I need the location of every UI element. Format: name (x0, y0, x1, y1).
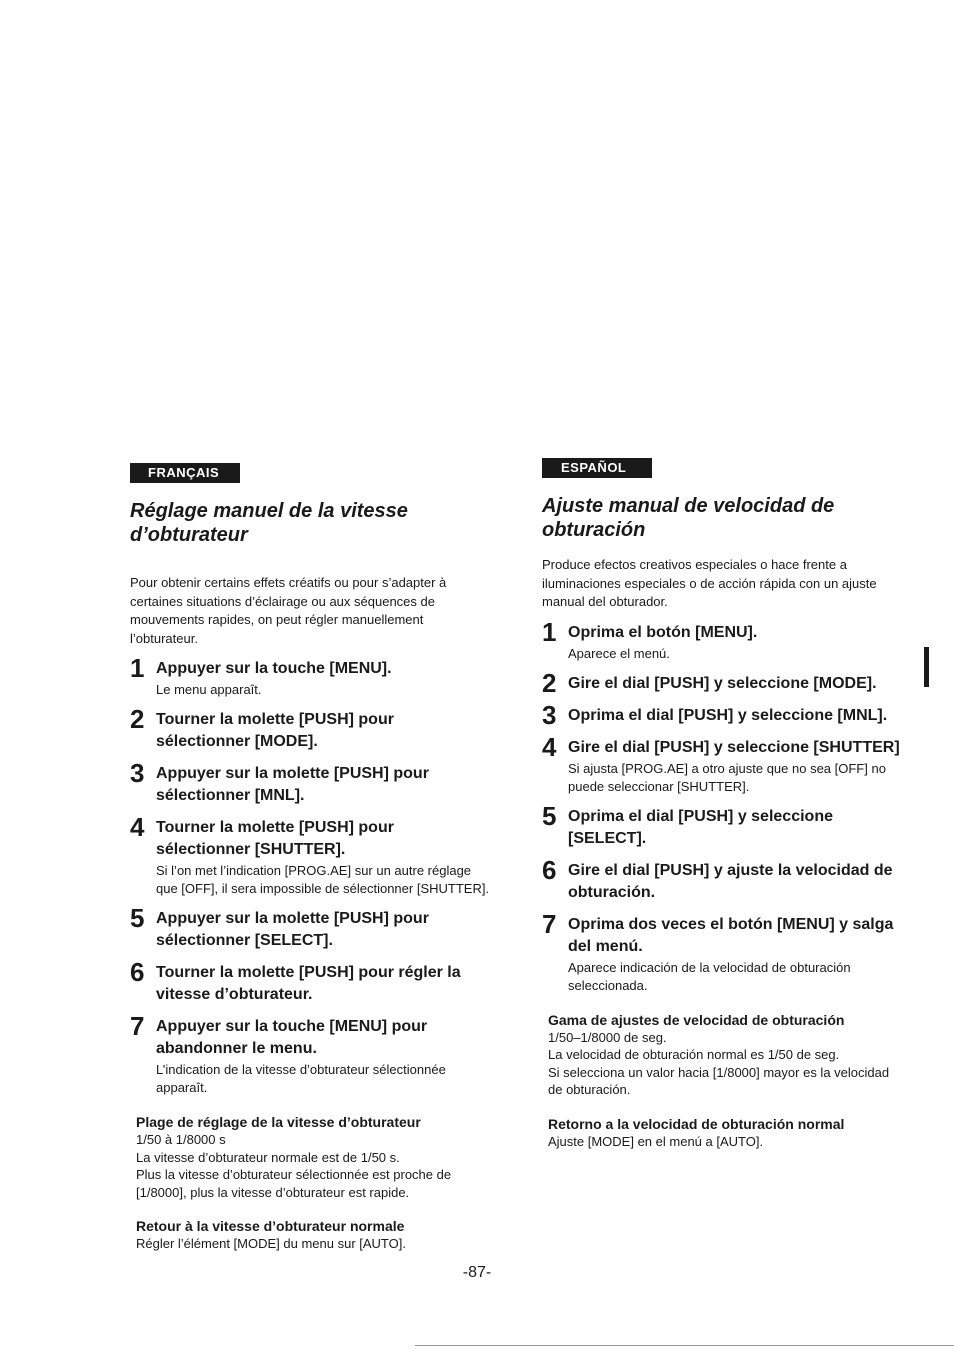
step-number: 4 (542, 731, 557, 762)
step-instruction: Gire el dial [PUSH] y ajuste la velocidad de obturación. (568, 861, 893, 901)
step-instruction: Tourner la molette [PUSH] pour sélectionner [MODE]. (156, 711, 394, 750)
step-note: Si l’on met l’indication [PROG.AE] sur un autre réglage que [OFF], il sera impossible de sélectionner [SHUTTER]. (156, 863, 490, 896)
step-instruction: Tourner la molette [PUSH] pour régler la vitesse d’obturateur. (156, 964, 461, 1003)
step-instruction: Appuyer sur la touche [MENU] pour abandonner le menu. (156, 1018, 428, 1057)
step-instruction: Oprima el dial [PUSH] y seleccione [SELECT]. (568, 807, 833, 847)
step-number: 6 (542, 854, 557, 885)
step-instruction: Oprima dos veces el botón [MENU] y salga del menú. (568, 915, 894, 955)
step-note: Aparece el menú. (568, 645, 670, 661)
language-badge-spanish: ESPAÑOL (542, 458, 652, 478)
step-1 (542, 616, 907, 663)
step-7 (130, 1011, 490, 1097)
step-note: L’indication de la vitesse d’obturateur sélectionnée apparaît. (156, 1062, 446, 1095)
range-line: Plus la vitesse d’obturateur sélectionnée est proche de [1/8000], plus la vitesse d’obturateur est rapide. (136, 1167, 452, 1200)
step-1 (130, 653, 490, 699)
french-column (130, 463, 490, 1253)
step-note: Le menu apparaît. (156, 682, 262, 697)
step-instruction: Oprima el botón [MENU]. (568, 623, 758, 641)
range-line: La velocidad de obturación normal es 1/50 de seg. (548, 1047, 840, 1062)
range-line: 1/50 à 1/8000 s (136, 1132, 226, 1147)
return-text: Ajuste [MODE] en el menú a [AUTO]. (548, 1133, 764, 1149)
page-number: -87- (462, 1264, 492, 1281)
range-section-spanish (542, 1011, 907, 1151)
step-number: 3 (542, 699, 557, 730)
intro-paragraph-spanish: Produce efectos creativos especiales o hace frente a iluminaciones especiales o de acción rápida con un ajuste manual del obturador. (542, 557, 877, 609)
return-heading: Retour à la vitesse d’obturateur normale (136, 1218, 405, 1234)
step-4 (542, 731, 907, 796)
step-instruction: Appuyer sur la touche [MENU]. (156, 660, 392, 677)
step-6 (542, 854, 907, 904)
step-5 (130, 903, 490, 952)
step-7 (542, 908, 907, 995)
step-note: Aparece indicación de la velocidad de obturación seleccionada. (568, 959, 851, 993)
step-2 (542, 667, 907, 698)
section-title-french: Réglage manuel de la vitesse d’obturateur (130, 500, 408, 546)
step-3 (130, 758, 490, 807)
range-line: Si selecciona un valor hacia [1/8000] mayor es la velocidad de obturación. (548, 1064, 890, 1097)
step-instruction: Tourner la molette [PUSH] pour sélectionner [SHUTTER]. (156, 819, 394, 858)
step-number: 7 (542, 908, 557, 939)
language-badge-french: FRANÇAIS (130, 463, 240, 483)
step-4 (130, 812, 490, 898)
step-number: 1 (542, 616, 557, 647)
return-text: Régler l’élément [MODE] du menu sur [AUTO]. (136, 1236, 406, 1251)
step-3 (542, 699, 907, 730)
range-section-french (130, 1113, 490, 1253)
step-number: 6 (130, 957, 145, 987)
step-number: 5 (542, 800, 557, 831)
range-heading: Gama de ajustes de velocidad de obturación (548, 1011, 845, 1028)
step-instruction: Appuyer sur la molette [PUSH] pour sélectionner [MNL]. (156, 765, 429, 804)
range-heading: Plage de réglage de la vitesse d’obturateur (136, 1114, 421, 1130)
range-line: 1/50–1/8000 de seg. (548, 1029, 667, 1045)
range-line: La vitesse d’obturateur normale est de 1/50 s. (136, 1149, 400, 1165)
step-number: 1 (130, 653, 145, 683)
step-number: 7 (130, 1011, 145, 1041)
step-2 (130, 704, 490, 753)
step-instruction: Oprima el dial [PUSH] y seleccione [MNL]. (568, 706, 888, 724)
bottom-rule (415, 1345, 954, 1346)
step-number: 2 (130, 704, 145, 734)
step-6 (130, 957, 490, 1006)
step-instruction: Gire el dial [PUSH] y seleccione [SHUTTER] (568, 738, 900, 756)
section-title-spanish: Ajuste manual de velocidad de obturación (542, 495, 835, 541)
step-instruction: Appuyer sur la molette [PUSH] pour sélectionner [SELECT]. (156, 910, 429, 949)
step-number: 2 (542, 667, 557, 698)
page-edge-marker (924, 647, 929, 687)
step-number: 3 (130, 758, 145, 788)
intro-paragraph-french: Pour obtenir certains effets créatifs ou pour s’adapter à certaines situations d’éclairage ou aux séquences de mouvements rapides, on peut régler manuellement l’obturateur. (130, 575, 447, 646)
spanish-column (542, 458, 907, 1150)
step-number: 4 (130, 812, 145, 842)
return-heading: Retorno a la velocidad de obturación normal (548, 1115, 845, 1132)
step-note: Si ajusta [PROG.AE] a otro ajuste que no sea [OFF] no puede seleccionar [SHUTTER]. (568, 760, 886, 794)
step-5 (542, 800, 907, 850)
step-instruction: Gire el dial [PUSH] y seleccione [MODE]. (568, 674, 877, 692)
step-number: 5 (130, 903, 145, 933)
